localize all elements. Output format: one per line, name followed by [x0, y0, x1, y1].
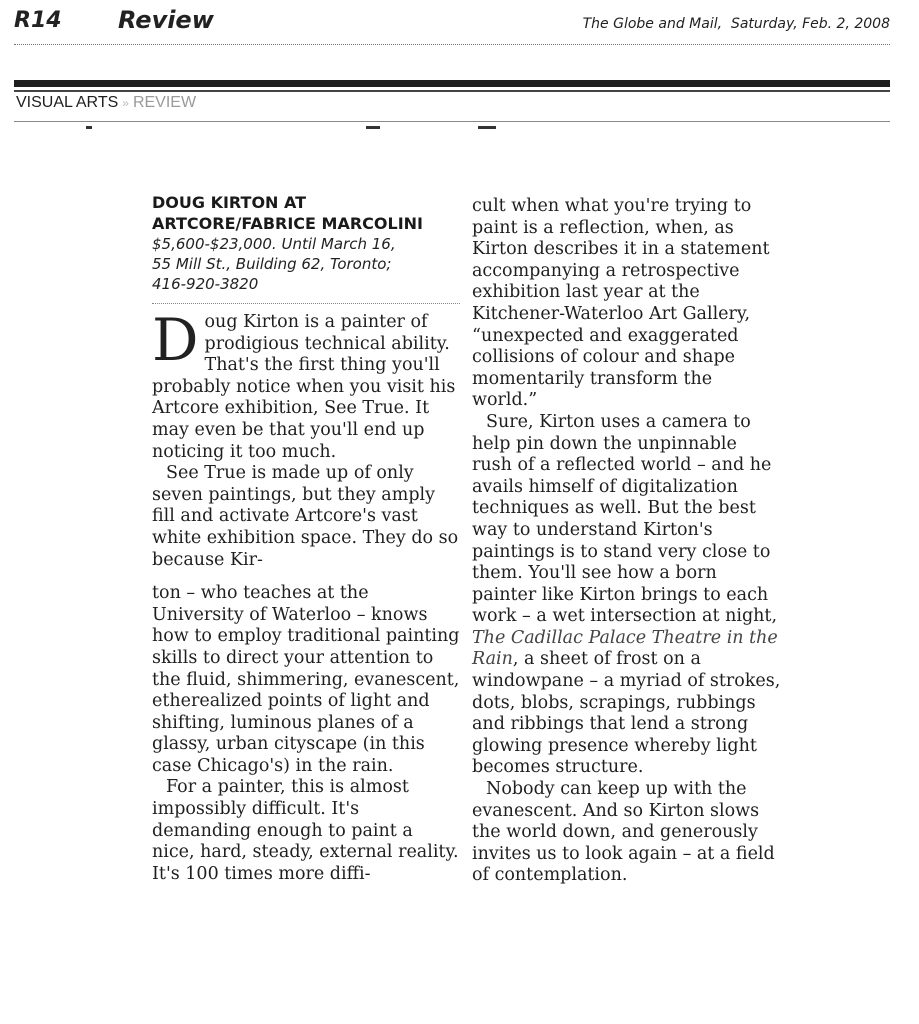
thin-rule	[14, 90, 890, 92]
publication-name: The Globe and Mail,	[582, 16, 723, 32]
paragraph-4: For a painter, this is almost impossibly difficult. It's demanding enough to paint a nice, hard, steady, external reality. It's 100 times more diffi-	[152, 777, 459, 884]
paragraph-2: See True is made up of only seven paintings, but they amply fill and activate Artcore's vast white exhibition space. They do so because Kir-	[152, 463, 459, 570]
paragraph-1	[152, 306, 460, 463]
publication-info	[583, 16, 890, 32]
artwork-title: The Cadillac Palace Theatre in the Rain	[472, 627, 778, 670]
kicker-subsection: REVIEW	[132, 94, 197, 111]
paragraph-6-text-a: Sure, Kirton uses a camera to help pin down the unpinnable rush of a reflected world – and he avails himself of digitalization techniques as well. But the best way to understand Kirton's paintings is to stand very close to them. You'll see how a born painter like Kirton brings to each work – a wet intersection at night,	[472, 411, 778, 627]
paragraph-1-text: oug Kirton is a painter of prodigious technical ability. That's the first thing you'll probably notice when you visit his Artcore exhibition, See True. It may even be that you'll end up noticing it too much.	[152, 312, 456, 462]
cropped-text-fragment	[366, 126, 380, 129]
page-number: R14	[14, 8, 62, 33]
kicker-section: VISUAL ARTS	[16, 94, 119, 111]
paragraph-6	[472, 412, 782, 779]
thick-rule	[14, 80, 890, 87]
review-headline	[152, 192, 460, 234]
section-kicker	[16, 94, 196, 112]
paragraph-5: cult when what you're trying to paint is a reflection, when, as Kirton describes it in a statement accompanying a retrospective exhibition last year at the Kitchener-Waterloo Art Gallery, “unexpected and exaggerated collisions of colour and shape momentarily transform the world.”	[472, 196, 770, 411]
masthead-dotted-rule	[14, 44, 890, 45]
article-column-left	[152, 192, 460, 885]
headline-line-2: ARTCORE/FABRICE MARCOLINI	[152, 214, 423, 233]
headline-line-1: DOUG KIRTON AT	[152, 193, 307, 212]
article-column-right	[472, 196, 782, 887]
cropped-text-fragment	[478, 126, 496, 129]
section-name: Review	[118, 6, 214, 34]
kicker-separator: »	[122, 96, 129, 110]
publication-date: Saturday, Feb. 2, 2008	[730, 16, 890, 32]
exhibition-details: $5,600-$23,000. Until March 16, 55 Mill St., Building 62, Toronto; 416-920-3820	[152, 235, 396, 293]
paragraph-7: Nobody can keep up with the evanescent. And so Kirton slows the world down, and generously invites us to look again – at a field of contemplation.	[472, 779, 775, 886]
masthead	[14, 6, 890, 46]
details-dotted-rule	[152, 303, 460, 304]
paragraph-6-text-b: , a sheet of frost on a windowpane – a myriad of strokes, dots, blobs, scrapings, rubbings and ribbings that lend a strong glowing presence whereby light becomes structure.	[472, 649, 781, 778]
drop-cap: D	[152, 306, 199, 374]
kicker-rule	[14, 121, 890, 122]
cropped-text-fragment	[86, 126, 92, 129]
paragraph-3: ton – who teaches at the University of Waterloo – knows how to employ traditional painting skills to direct your attention to the fluid, shimmering, evanescent, etherealized points of light and shifting, luminous planes of a glassy, urban cityscape (in this case Chicago's) in the rain.	[152, 583, 460, 776]
